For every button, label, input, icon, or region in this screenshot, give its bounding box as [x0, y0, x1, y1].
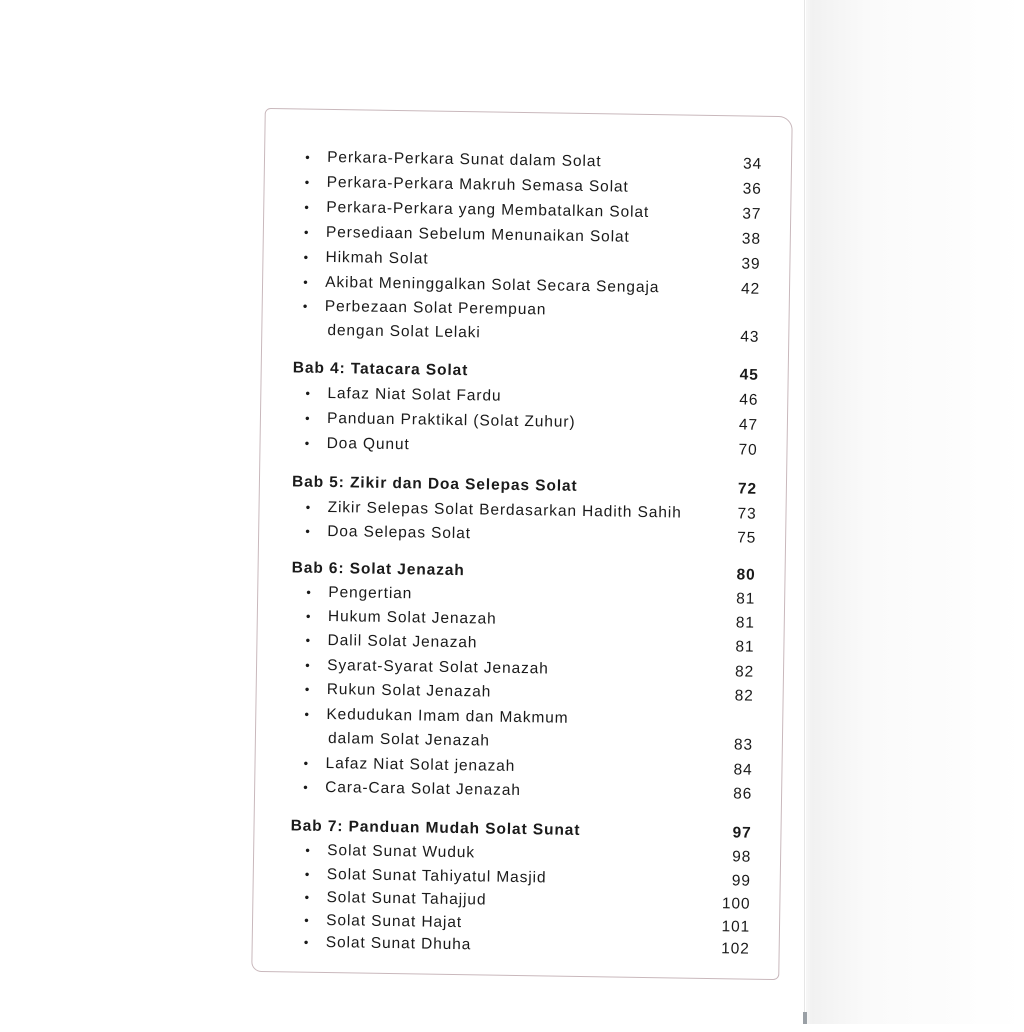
- toc-entry-page: 82: [734, 687, 754, 705]
- bullet-icon: •: [306, 584, 312, 600]
- toc-entry-page: 86: [733, 785, 753, 803]
- bullet-icon: •: [305, 608, 312, 624]
- bullet-icon: •: [304, 199, 310, 215]
- toc-entry-page: 81: [735, 638, 755, 656]
- toc-entry-page: 42: [740, 280, 761, 298]
- toc-entry-page: 81: [736, 590, 756, 608]
- bullet-icon: •: [304, 866, 311, 882]
- toc-entry-page: 43: [740, 328, 760, 346]
- bullet-icon: •: [304, 435, 311, 451]
- toc-entry-label: Dalil Solat Jenazah: [327, 631, 478, 652]
- toc-entry-label: Perkara-Perkara Sunat dalam Solat: [327, 148, 602, 171]
- chapter-page: 80: [736, 566, 756, 584]
- bullet-icon: •: [303, 224, 310, 240]
- toc-entry-label: Panduan Praktikal (Solat Zuhur): [326, 409, 576, 431]
- toc-entry-page: 38: [741, 230, 762, 248]
- bullet-icon: •: [304, 706, 310, 722]
- chapter-title: Bab 5: Zikir dan Doa Selepas Solat: [291, 473, 578, 495]
- toc-entry-page: 34: [742, 155, 763, 173]
- toc-entry-label-line2: dalam Solat Jenazah: [327, 730, 491, 750]
- toc-entry-label: Hukum Solat Jenazah: [327, 607, 497, 628]
- toc-entry-label: Doa Selepas Solat: [327, 522, 472, 543]
- bullet-icon: •: [305, 842, 311, 858]
- toc-entry-page: 73: [737, 505, 757, 523]
- scan-edge-mark: [803, 1012, 807, 1024]
- toc-entry-page: 83: [733, 736, 754, 754]
- bullet-icon: •: [305, 632, 312, 648]
- toc-entry-page: 37: [742, 205, 762, 223]
- toc-entry-label-line2: dengan Solat Lelaki: [327, 321, 481, 342]
- toc-entry-label: Pengertian: [328, 583, 413, 603]
- toc-entry-label: Perkara-Perkara Makruh Semasa Solat: [326, 173, 629, 196]
- bullet-icon: •: [302, 298, 309, 314]
- chapter-title: Bab 7: Panduan Mudah Solat Sunat: [290, 817, 581, 839]
- toc-entry-label: Persediaan Sebelum Menunaikan Solat: [325, 223, 630, 246]
- bullet-icon: •: [305, 149, 311, 165]
- bullet-icon: •: [305, 385, 312, 401]
- bullet-icon: •: [305, 657, 311, 673]
- chapter-page: 97: [732, 824, 752, 842]
- toc-entry-page: 100: [721, 895, 751, 913]
- toc-entry-page: 98: [732, 848, 752, 866]
- toc-entry-label: Solat Sunat Dhuha: [325, 933, 472, 954]
- toc-entry-label: Solat Sunat Hajat: [326, 912, 463, 932]
- bullet-icon: •: [305, 499, 312, 515]
- toc-entry-page: 39: [741, 255, 761, 273]
- toc-entry-page: 82: [734, 663, 755, 681]
- toc-entry-page: 46: [739, 391, 759, 409]
- chapter-title: Bab 4: Tatacara Solat: [292, 359, 469, 380]
- toc-entry-page: 36: [742, 180, 762, 198]
- toc-entry-page: 101: [721, 918, 751, 936]
- toc-entry-label: Solat Sunat Tahajjud: [326, 889, 487, 909]
- toc-entry-label: Syarat-Syarat Solat Jenazah: [327, 656, 549, 678]
- bullet-icon: •: [303, 934, 310, 950]
- toc-entry-label: Solat Sunat Tahiyatul Masjid: [326, 866, 547, 887]
- toc-entry-label: Zikir Selepas Solat Berdasarkan Hadith Sahih: [327, 498, 682, 522]
- toc-entry-label: Rukun Solat Jenazah: [326, 680, 492, 701]
- bullet-icon: •: [304, 889, 311, 905]
- bullet-icon: •: [304, 681, 311, 697]
- bullet-icon: •: [304, 410, 311, 426]
- toc-entry-label: Cara-Cara Solat Jenazah: [325, 778, 521, 800]
- toc-entry-label: Akibat Meninggalkan Solat Secara Sengaja: [325, 273, 660, 297]
- toc-entry-page: 70: [738, 441, 758, 459]
- chapter-title: Bab 6: Solat Jenazah: [291, 559, 465, 580]
- bullet-icon: •: [303, 249, 310, 265]
- toc-entry-page: 47: [738, 416, 759, 434]
- bullet-icon: •: [303, 755, 310, 771]
- toc-entry-label: Solat Sunat Wuduk: [327, 842, 476, 862]
- toc-entry-label: Kedudukan Imam dan Makmum: [326, 705, 569, 727]
- toc-entry-label: Perkara-Perkara yang Membatalkan Solat: [326, 198, 650, 221]
- toc-entry-label: Lafaz Niat Solat jenazah: [325, 754, 516, 775]
- toc-entry-page: 75: [737, 529, 757, 547]
- chapter-page: 45: [739, 366, 759, 384]
- toc-entry-label: Lafaz Niat Solat Fardu: [327, 384, 502, 405]
- toc-entry-label: Hikmah Solat: [325, 248, 429, 268]
- toc-entry-page: 99: [731, 872, 751, 890]
- toc-entry-page: 102: [721, 940, 750, 958]
- bullet-icon: •: [305, 523, 311, 539]
- bullet-icon: •: [304, 174, 311, 190]
- bullet-icon: •: [303, 274, 309, 290]
- toc-entry-label: Doa Qunut: [326, 434, 410, 454]
- chapter-page: 72: [737, 480, 758, 498]
- bullet-icon: •: [304, 912, 310, 928]
- toc-entry-page: 84: [733, 761, 753, 779]
- toc-entry-page: 81: [735, 614, 756, 632]
- toc-entry-label: Perbezaan Solat Perempuan: [324, 297, 547, 319]
- bullet-icon: •: [303, 779, 309, 795]
